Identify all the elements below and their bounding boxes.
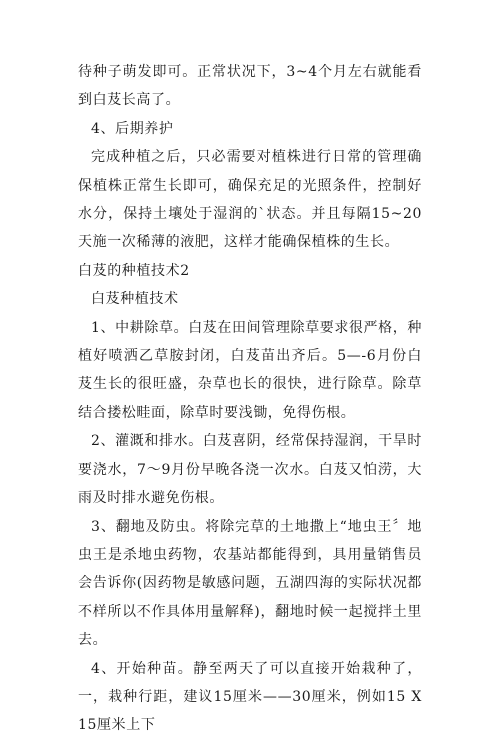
paragraph-continuation: 待种子萌发即可。正常状况下，3~4个月左右就能看到白芨长高了。 <box>78 64 422 109</box>
paragraph-irrigation: 2、灌溉和排水。白芨喜阴，经常保持湿润，干旱时要浇水，7～9月份早晚各浇一次水。白芨又怕涝，大雨及时排水避免伤根。 <box>78 433 422 507</box>
paragraph-aftercare: 完成种植之后，只必需要对植株进行日常的管理确保植株正常生长即可，确保充足的光照条件，控制好水分，保持土壤处于湿润的`状态。并且每隔15~20天施一次稀薄的液肥，这样才能确保植株的生长。 <box>78 149 422 251</box>
paragraph-weeding: 1、中耕除草。白芨在田间管理除草要求很严格，种植好喷洒乙草胺封闭，白芨苗出齐后。5—-6月份白芨生长的很旺盛，杂草也长的很快，进行除草。除草结合搂松畦面，除草时要浅锄，免得伤根。 <box>78 319 422 421</box>
article-subtitle: 白芨种植技术 <box>91 291 179 308</box>
article-title: 白芨的种植技术2 <box>78 262 190 279</box>
section-heading-aftercare: 4、后期养护 <box>91 120 174 137</box>
paragraph-planting: 4、开始种苗。静至两天了可以直接开始栽种了，一，栽种行距，建议15厘米——30厘米，例如15 X 15厘米上下 <box>78 660 422 734</box>
paragraph-pest-control: 3、翻地及防虫。将除完草的土地撒上“地虫王〞地虫王是杀地虫药物，农基站都能得到，具用量销售员会告诉你(因药物是敏感问题，五湖四海的实际状况都不样所以不作具体用量解释)，翻地时候一起搅拌土里去。 <box>78 518 422 649</box>
